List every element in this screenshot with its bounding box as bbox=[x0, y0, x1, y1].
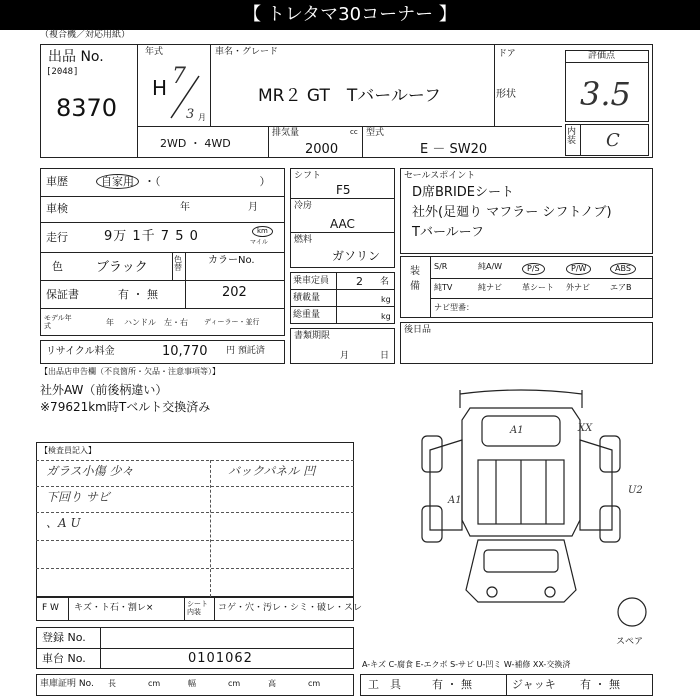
model-name: MR２ GT Tバールーフ bbox=[258, 86, 442, 106]
rear-note-block bbox=[400, 322, 653, 364]
seller-notes-label: 【出品店申告欄（不良箇所・欠品・注意事項等）】 bbox=[40, 367, 220, 376]
shift-value: F5 bbox=[336, 183, 351, 197]
mileage-unit-km: km bbox=[252, 226, 273, 237]
registration-label: 登録 No. bbox=[42, 631, 86, 644]
model-label: 車名・グレード bbox=[215, 47, 279, 57]
deadline-month: 月 bbox=[340, 351, 350, 361]
cert-cell: 長 bbox=[108, 679, 116, 688]
colorno-label: カラーNo. bbox=[208, 255, 255, 266]
aircon-label: 冷房 bbox=[294, 201, 313, 211]
rating-label: 評価点 bbox=[588, 51, 616, 61]
jack-label: ジャッキ bbox=[512, 678, 556, 691]
chassis-value: 0101062 bbox=[188, 651, 253, 666]
history-value: 自家用 bbox=[96, 174, 139, 189]
door-label: ドア bbox=[498, 49, 516, 59]
spare-label: スペア bbox=[616, 637, 644, 647]
sales-point-line-1: D席BRIDEシート bbox=[412, 185, 515, 200]
displacement-unit: cc bbox=[350, 128, 358, 136]
gross-unit: kg bbox=[381, 312, 391, 321]
model-year-label: モデル年式 bbox=[44, 314, 72, 330]
tools-value: 有 ・ 無 bbox=[432, 678, 472, 691]
jack-value: 有 ・ 無 bbox=[580, 678, 620, 691]
dealer-field: ディーラー・並行 bbox=[204, 318, 260, 326]
equipment-item: 革シート bbox=[522, 283, 554, 292]
inspector-line-3: 、A U bbox=[46, 516, 81, 530]
cert-label: 車庫証明 No. bbox=[40, 679, 94, 689]
warranty-label: 保証書 bbox=[46, 288, 79, 301]
interior-label: 内装 bbox=[567, 127, 577, 146]
color-value: ブラック bbox=[96, 260, 148, 275]
inspection-month-unit: 月 bbox=[248, 202, 258, 213]
equipment-label: 装備 bbox=[410, 266, 420, 292]
diagram-mark-side: A1 bbox=[448, 495, 462, 506]
inspector-line-1: ガラス小傷 少々 bbox=[46, 464, 134, 478]
model-year-unit: 年 bbox=[106, 318, 114, 327]
equipment-item: P/W bbox=[566, 263, 591, 275]
type-value: E － SW20 bbox=[420, 142, 488, 157]
deadline-day: 日 bbox=[380, 351, 390, 361]
damage-legend: A-キズ C-腐食 E-エクボ S-サビ U-凹ミ W-補修 XX-交換済 bbox=[362, 660, 571, 669]
color-label: 色 bbox=[52, 260, 63, 273]
chassis-label: 車台 No. bbox=[42, 652, 86, 665]
inspector-right-note: バックパネル 凹 bbox=[228, 464, 316, 478]
year-number: 7 bbox=[172, 64, 186, 89]
equipment-item: エアB bbox=[610, 283, 632, 292]
diagram-mark-side-note: U2 bbox=[628, 485, 643, 496]
seller-note-line-1: 社外AW（前後柄違い） bbox=[40, 383, 168, 397]
lot-number: 8370 bbox=[56, 94, 118, 122]
cert-cell: cm bbox=[228, 679, 241, 688]
mileage-unit-mile: マイル bbox=[250, 239, 268, 246]
load-unit: kg bbox=[381, 295, 391, 304]
displacement-value: 2000 bbox=[305, 142, 339, 157]
sales-points-label: セールスポイント bbox=[404, 171, 476, 181]
seller-note-line-2: ※79621km時Tベルト交換済み bbox=[40, 400, 211, 414]
sales-point-line-3: Tバールーフ bbox=[412, 225, 485, 240]
equipment-item: P/S bbox=[522, 263, 545, 275]
capacity-value: 2 bbox=[356, 275, 363, 288]
handle-field: ハンドル 左・右 bbox=[124, 318, 188, 327]
cert-cell: cm bbox=[148, 679, 161, 688]
navi-label: ナビ型番： bbox=[434, 303, 474, 312]
history-label: 車歴 bbox=[46, 175, 68, 188]
sheet-title: 【 トレタマ30コーナー 】 bbox=[0, 0, 700, 30]
aircon-value: AAC bbox=[330, 217, 355, 231]
top-note: （複合機／対応用紙） bbox=[40, 30, 131, 40]
drive-type: 2WD ・ 4WD bbox=[160, 137, 231, 150]
recycle-label: リサイクル料金 bbox=[46, 346, 115, 357]
car-damage-diagram bbox=[400, 380, 655, 630]
shape-label: 形状 bbox=[496, 89, 516, 100]
recycle-value: 10,770 bbox=[162, 344, 208, 359]
interior-grade: C bbox=[606, 130, 620, 151]
sales-point-line-2: 社外(足廻り マフラー シフトノブ) bbox=[412, 205, 612, 220]
seat-text: コゲ・穴・汚レ・シミ・破レ・スレ bbox=[218, 603, 363, 613]
cert-cell: cm bbox=[308, 679, 321, 688]
colorno-value: 202 bbox=[222, 285, 247, 300]
capacity-unit: 名 bbox=[380, 277, 390, 287]
diagram-mark-corner: XX bbox=[578, 423, 593, 434]
displacement-label: 排気量 bbox=[272, 128, 300, 138]
equipment-item: S/R bbox=[434, 262, 448, 271]
fw-text: キズ・ト石・割レ× bbox=[74, 603, 154, 613]
year-month-unit: 月 bbox=[198, 113, 206, 122]
lot-label: 出品 No. bbox=[48, 49, 104, 65]
deadline-label: 書類期限 bbox=[294, 331, 331, 341]
inspector-line-2: 下回り サビ bbox=[46, 490, 110, 504]
inspection-label: 車検 bbox=[46, 202, 68, 215]
rear-note-label: 後日品 bbox=[404, 325, 432, 335]
tools-label: 工 具 bbox=[368, 678, 401, 691]
inspection-year-unit: 年 bbox=[180, 202, 190, 213]
inspector-label: 【検査員記入】 bbox=[40, 446, 96, 455]
type-label: 型式 bbox=[366, 128, 385, 138]
color-change-label: 色替 bbox=[174, 255, 182, 272]
equipment-item: 純ナビ bbox=[478, 283, 502, 292]
equipment-item: 純TV bbox=[434, 283, 453, 292]
lot-stamp: [2048] bbox=[46, 67, 79, 77]
capacity-label: 乗車定員 bbox=[293, 276, 330, 286]
equipment-item: 外ナビ bbox=[566, 283, 590, 292]
history-rest: ・（ ） bbox=[144, 175, 271, 188]
year-month: 3 bbox=[186, 107, 195, 122]
cert-cell: 幅 bbox=[188, 679, 196, 688]
diagram-mark-roof: A1 bbox=[510, 425, 524, 436]
year-label: 年式 bbox=[145, 47, 164, 57]
recycle-unit: 円 預託済 bbox=[226, 346, 265, 356]
equipment-item: ABS bbox=[610, 263, 636, 275]
mileage-digits: 9万 1千 7 5 0 bbox=[104, 229, 199, 244]
fuel-value: ガソリン bbox=[332, 249, 381, 263]
gross-label: 総重量 bbox=[293, 310, 321, 320]
warranty-value: 有 ・ 無 bbox=[118, 288, 158, 301]
mileage-label: 走行 bbox=[46, 231, 68, 244]
equipment-item: 純A/W bbox=[478, 262, 503, 271]
load-label: 積載量 bbox=[293, 293, 321, 303]
rating-score: 3.5 bbox=[580, 75, 631, 113]
fuel-label: 燃料 bbox=[294, 235, 313, 245]
shift-label: シフト bbox=[294, 171, 322, 181]
year-era: H bbox=[152, 76, 168, 100]
seat-label: シート内装 bbox=[187, 600, 208, 616]
fw-label: F W bbox=[42, 603, 59, 613]
cert-cell: 高 bbox=[268, 679, 276, 688]
